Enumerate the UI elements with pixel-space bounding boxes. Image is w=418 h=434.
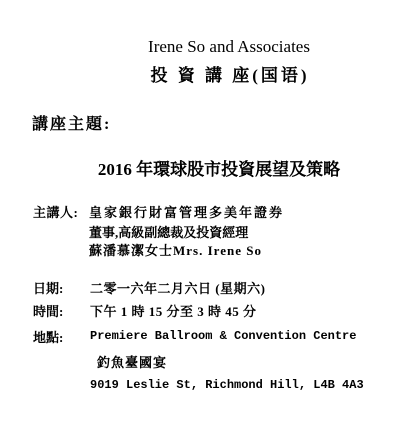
topic-label: 講座主題:: [32, 116, 112, 133]
date-value: 二零一六年二月六日 (星期六): [90, 281, 266, 296]
seminar-heading: 投 資 講 座(国语): [150, 66, 310, 85]
speaker-company: 皇家銀行財富管理多美年證券: [89, 205, 285, 220]
location-label: 地點:: [33, 330, 64, 345]
speaker-name: 蘇潘慕潔女士Mrs. Irene So: [89, 243, 262, 258]
location-venue: Premiere Ballroom & Convention Centre: [90, 329, 357, 343]
organization-name: Irene So and Associates: [148, 37, 310, 56]
speaker-position: 董事,高級副總裁及投資經理: [89, 225, 249, 240]
date-label: 日期:: [33, 281, 64, 296]
speaker-label: 主講人:: [33, 205, 79, 220]
time-label: 時間:: [33, 304, 64, 319]
topic-title: 2016 年環球股市投資展望及策略: [97, 160, 341, 179]
time-value: 下午 1 時 15 分至 3 時 45 分: [90, 304, 257, 319]
location-address: 9019 Leslie St, Richmond Hill, L4B 4A3: [90, 378, 364, 392]
location-restaurant: 釣魚臺國宴: [97, 355, 168, 370]
